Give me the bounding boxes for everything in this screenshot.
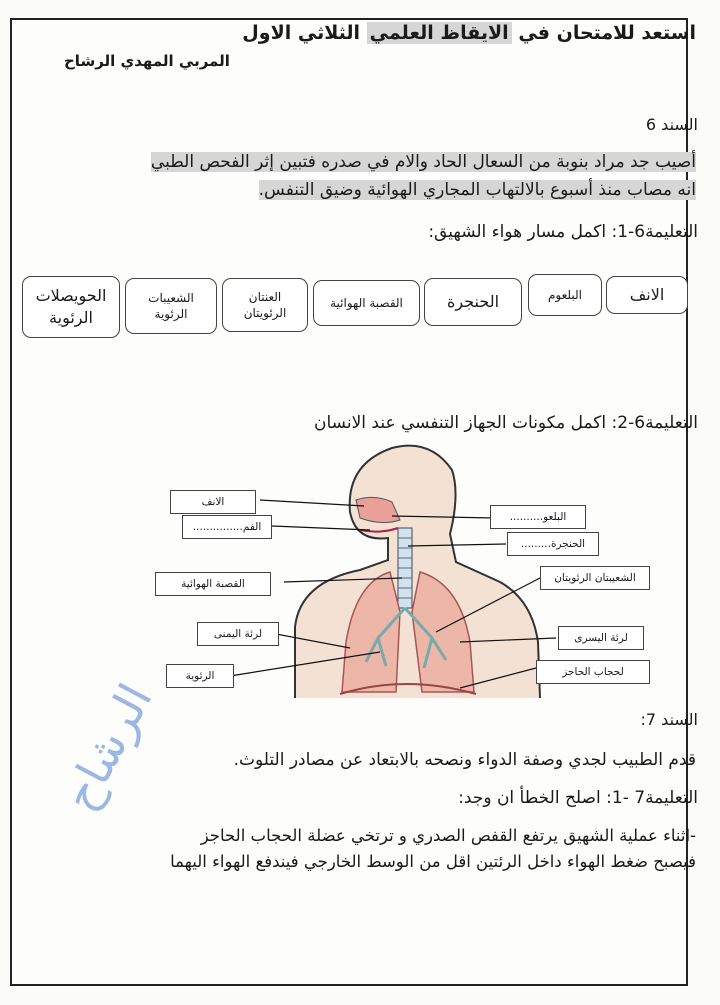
- title-suffix: الثلاثي الاول: [242, 22, 367, 44]
- title-highlight: الايقاظ العلمي: [367, 22, 512, 44]
- title-prefix: استعد للامتحان في: [511, 22, 696, 44]
- instruction-6-2: التعليمة6-2: اكمل مكونات الجهاز التنفسي عند الانسان: [314, 413, 698, 433]
- path-box-nose: الانف: [606, 276, 688, 314]
- doc7-text: قدم الطبيب لجدي وصفة الدواء ونصحه بالابتعاد عن مصادر التلوث.: [233, 750, 696, 770]
- label-trachea: القصبة الهوائية: [155, 572, 271, 596]
- path-box-bronchi: العنتان الرئويتان: [222, 278, 308, 332]
- path-box-trachea: القصبة الهوائية: [313, 280, 420, 326]
- doc6-label: السند 6: [645, 115, 698, 134]
- label-pulmonary: الرئوية: [166, 664, 234, 688]
- label-right-lung: لرئة اليمنى: [197, 622, 279, 646]
- label-bronchi: الشعيبتان الرئويتان: [540, 566, 650, 590]
- statement-line2: فيصبح ضغط الهواء داخل الرئتين اقل من الوسط الخارجي فيندفع الهواء اليهما: [170, 852, 696, 871]
- instruction-7-1: التعليمة7 -1: اصلح الخطأ ان وجد:: [458, 788, 698, 808]
- label-diaphragm: لحجاب الحاجز: [536, 660, 650, 684]
- doc6-text-line1: أصيب جد مراد بنوبة من السعال الحاد والام في صدره فتبين إثر الفحص الطبي: [150, 152, 696, 172]
- doc7-label: السند 7:: [640, 710, 698, 729]
- label-nose: الانف: [170, 490, 256, 514]
- label-pharynx: البلعو..........: [490, 505, 586, 529]
- statement-line1: -اثناء عملية الشهيق يرتفع القفص الصدري و ترتخي عضلة الحجاب الحاجز: [200, 826, 696, 845]
- label-left-lung: لرئة اليسرى: [558, 626, 644, 650]
- instruction-6-1: التعليمة6-1: اكمل مسار هواء الشهيق:: [428, 222, 698, 242]
- watermark: الرشاح: [51, 674, 163, 820]
- path-box-larynx: الحنجرة: [424, 278, 522, 326]
- label-mouth: الفم...............: [182, 515, 272, 539]
- doc6-text-line2: انه مصاب منذ أسبوع بالالتهاب المجاري الهوائية وضيق التنفس.: [258, 180, 696, 200]
- teacher-name: المربي المهدي الرشاح: [64, 52, 230, 70]
- exam-title: [242, 22, 696, 44]
- path-box-bronchioles: الشعيبات الرئوية: [125, 278, 217, 334]
- label-larynx: الحنجرة.........: [507, 532, 599, 556]
- path-box-alveoli: الحويصلات الرئوية: [22, 276, 120, 338]
- path-box-pharynx: البلعوم: [528, 274, 602, 316]
